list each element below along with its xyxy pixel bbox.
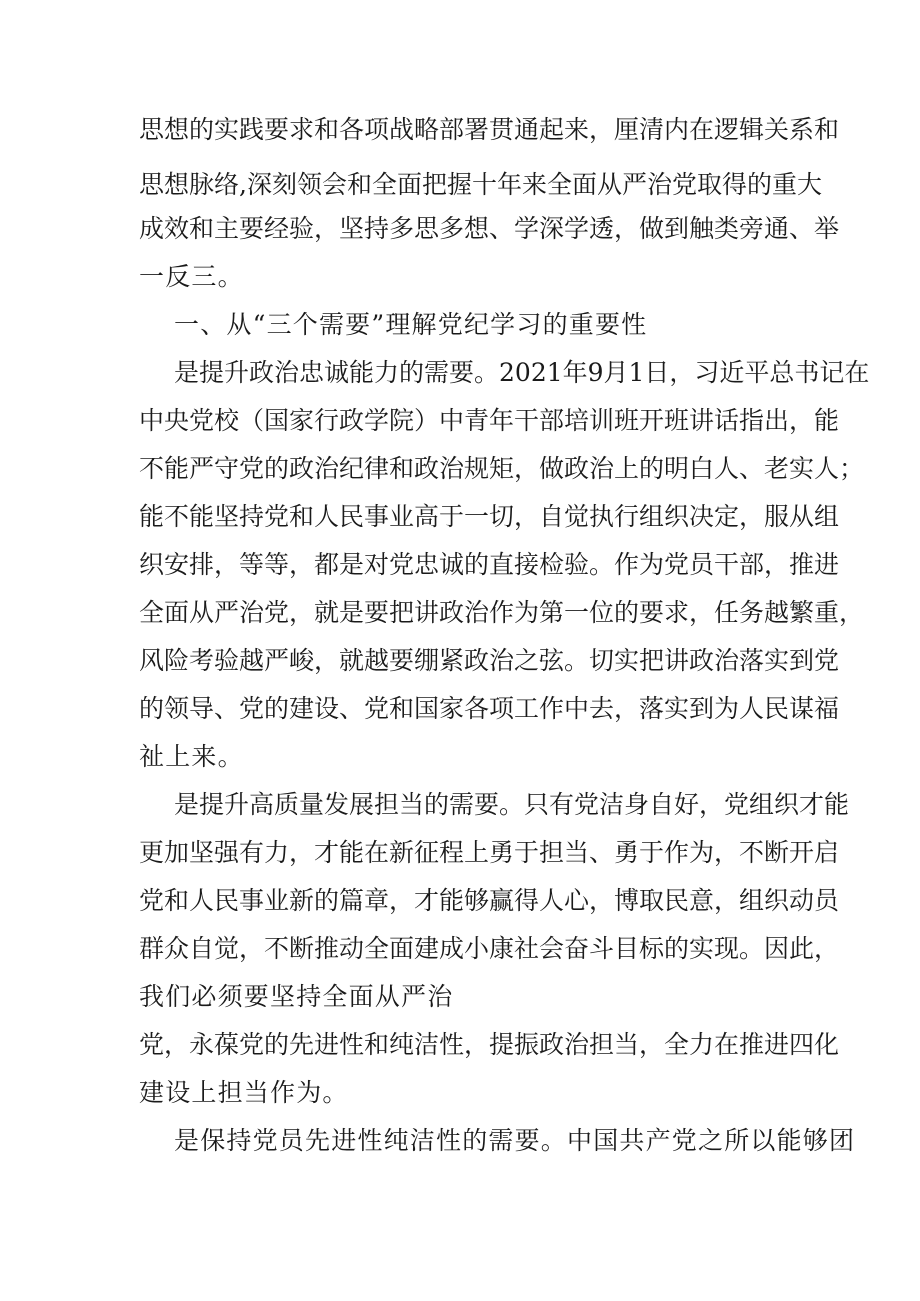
- paragraph-line: 织安排，等等，都是对党忠诚的直接检验。作为党员干部，推进: [139, 550, 840, 579]
- paragraph-line: 群众自觉，不断推动全面建成小康社会奋斗目标的实现。因此，: [139, 934, 840, 963]
- paragraph-line: 中央党校（国家行政学院）中青年干部培训班开班讲话指出，能: [139, 406, 840, 435]
- paragraph-line: 全面从严治党，就是要把讲政治作为第一位的要求，任务越繁重，: [139, 598, 865, 627]
- paragraph-line: 祉上来。: [139, 742, 244, 771]
- paragraph-line: 建设上担当作为。: [139, 1078, 349, 1107]
- paragraph-line: 一反三。: [139, 262, 244, 291]
- paragraph-line: 能不能坚持党和人民事业高于一切，自觉执行组织决定，服从组: [139, 502, 840, 531]
- paragraph-line: 党，永葆党的先进性和纯洁性，提振政治担当，全力在推进四化: [139, 1030, 840, 1059]
- paragraph-line: 思想脉络,深刻领会和全面把握十年来全面从严治党取得的重大: [139, 170, 822, 199]
- paragraph-line: 更加坚强有力，才能在新征程上勇于担当、勇于作为，不断开启: [139, 838, 840, 867]
- paragraph-line: 我们必须要坚持全面从严治: [139, 982, 454, 1011]
- paragraph-line: 是提升政治忠诚能力的需要。2021年9月1日，习近平总书记在: [174, 358, 870, 387]
- paragraph-line: 风险考验越严峻，就越要绷紧政治之弦。切实把讲政治落实到党: [139, 646, 840, 675]
- section-heading: 一、从“三个需要”理解党纪学习的重要性: [174, 310, 648, 339]
- paragraph-line: 思想的实践要求和各项战略部署贯通起来，厘清内在逻辑关系和: [139, 115, 840, 144]
- paragraph-line: 不能严守党的政治纪律和政治规矩，做政治上的明白人、老实人；: [139, 454, 865, 483]
- paragraph-line: 党和人民事业新的篇章，才能够赢得人心，博取民意，组织动员: [139, 886, 840, 915]
- paragraph-line: 是保持党员先进性纯洁性的需要。中国共产党之所以能够团: [174, 1126, 856, 1155]
- paragraph-line: 的领导、党的建设、党和国家各项工作中去，落实到为人民谋福: [139, 694, 840, 723]
- paragraph-line: 成效和主要经验，坚持多思多想、学深学透，做到触类旁通、举: [139, 214, 840, 243]
- paragraph-line: 是提升高质量发展担当的需要。只有党洁身自好，党组织才能: [174, 790, 850, 819]
